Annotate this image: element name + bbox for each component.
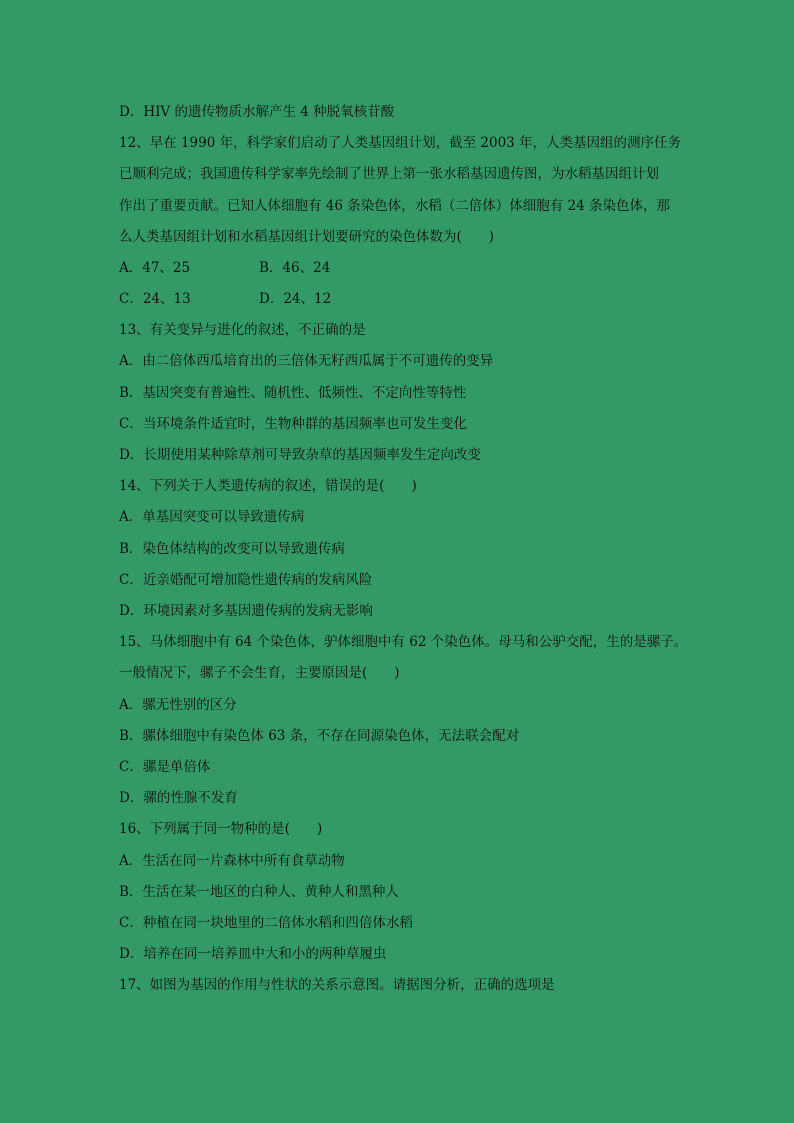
q15-option-c: C．骡是单倍体 [119, 759, 211, 775]
q13-option-b: B．基因突变有普遍性、随机性、低频性、不定向性等特性 [119, 385, 467, 401]
q14-option-c: C．近亲婚配可增加隐性遗传病的发病风险 [119, 572, 373, 588]
q14-stem: 14、下列关于人类遗传病的叙述，错误的是( ) [119, 478, 417, 494]
q16-option-b: B．生活在某一地区的白种人、黄种人和黑种人 [119, 884, 399, 900]
q12-option-a: A．47、25 [119, 260, 191, 276]
q12-stem-line-2: 已顺利完成；我国遗传科学家率先绘制了世界上第一张水稻基因遗传图，为水稻基因组计划 [119, 166, 659, 182]
q12-option-b: B．46、24 [259, 260, 331, 276]
q13-option-a: A．由二倍体西瓜培育出的三倍体无籽西瓜属于不可遗传的变异 [119, 353, 494, 369]
q11-option-d: D．HIV 的遗传物质水解产生 4 种脱氧核苷酸 [119, 104, 395, 120]
q17-stem: 17、如图为基因的作用与性状的关系示意图。请据图分析，正确的选项是 [119, 977, 555, 993]
q12-stem-line-3: 作出了重要贡献。已知人体细胞有 46 条染色体，水稻（二倍体）体细胞有 24 条染色体，那 [119, 198, 671, 214]
q13-option-d: D．长期使用某种除草剂可导致杂草的基因频率发生定向改变 [119, 447, 481, 463]
q12-options-row-2 [119, 289, 332, 309]
q12-option-d: D．24、12 [259, 291, 332, 307]
q15-option-a: A．骡无性别的区分 [119, 697, 237, 713]
q14-option-b: B．染色体结构的改变可以导致遗传病 [119, 541, 345, 557]
q12-option-c: C．24、13 [119, 291, 191, 307]
q13-option-c: C．当环境条件适宜时，生物种群的基因频率也可发生变化 [119, 416, 467, 432]
q14-option-a: A．单基因突变可以导致遗传病 [119, 509, 305, 525]
q15-stem-line-2: 一般情况下，骡子不会生育，主要原因是( ) [119, 665, 400, 681]
q12-stem-line-4: 么人类基因组计划和水稻基因组计划要研究的染色体数为( ) [119, 229, 495, 245]
q12-options-row-1 [119, 258, 331, 278]
q16-option-d: D．培养在同一培养皿中大和小的两种草履虫 [119, 946, 387, 962]
q15-stem-line-1: 15、马体细胞中有 64 个染色体，驴体细胞中有 62 个染色体。母马和公驴交配，生的是骡子。 [119, 634, 688, 650]
q16-option-c: C．种植在同一块地里的二倍体水稻和四倍体水稻 [119, 915, 413, 931]
q16-stem: 16、下列属于同一物种的是( ) [119, 821, 323, 837]
q15-option-d: D．骡的性腺不发育 [119, 790, 238, 806]
q14-option-d: D．环境因素对多基因遗传病的发病无影响 [119, 603, 373, 619]
q12-stem-line-1: 12、早在 1990 年，科学家们启动了人类基因组计划，截至 2003 年，人类基因组的测序任务 [119, 135, 682, 151]
q15-option-b: B．骡体细胞中有染色体 63 条，不存在同源染色体，无法联会配对 [119, 728, 520, 744]
q16-option-a: A．生活在同一片森林中所有食草动物 [119, 853, 345, 869]
q13-stem: 13、有关变异与进化的叙述，不正确的是 [119, 322, 366, 338]
